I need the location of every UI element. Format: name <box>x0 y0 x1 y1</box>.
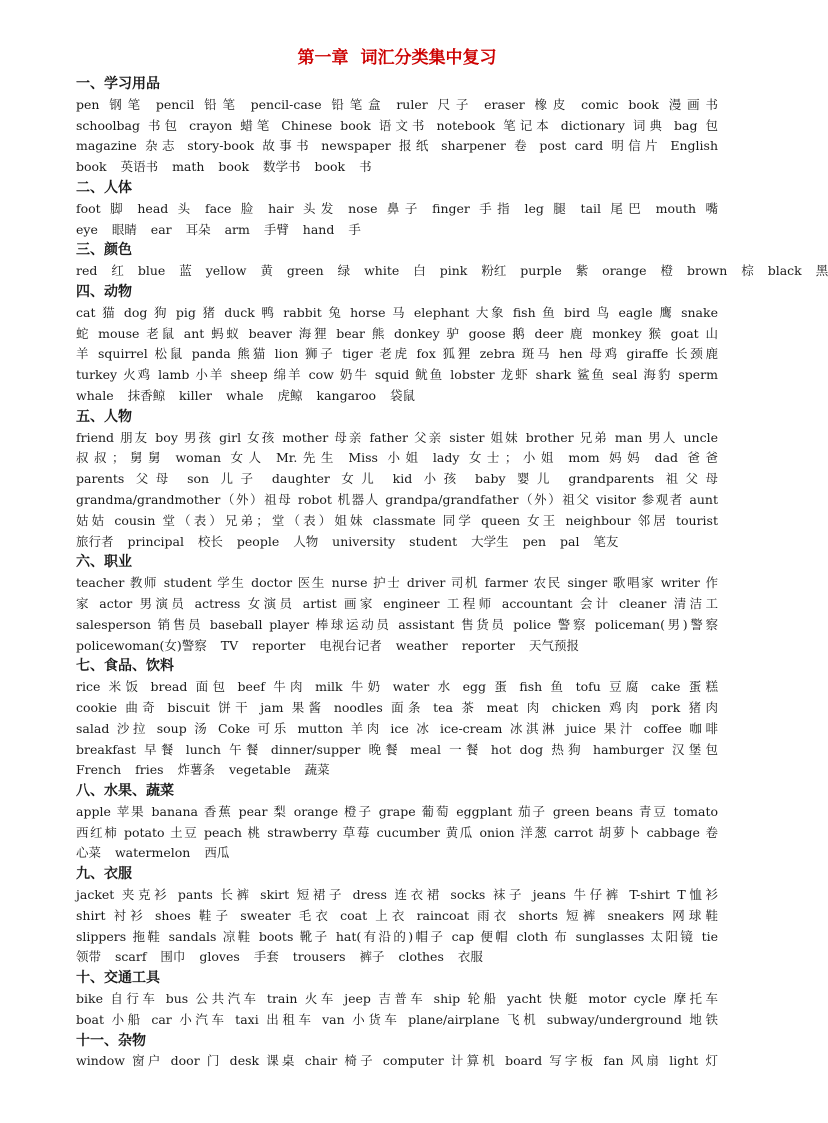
section-transportation <box>76 968 718 1030</box>
section-heading: 三、颜色 <box>76 242 132 259</box>
vocab-line: bike 自行车 bus 公共汽车 train 火车 jeep 吉普车 ship 轮船 yacht 快艇 motor cycle 摩托车 <box>76 991 718 1007</box>
vocab-line: slippers 拖鞋 sandals 凉鞋 boots 靴子 hat(有沿的)帽子 cap 便帽 cloth 布 sunglasses 太阳镜 tie <box>76 928 718 944</box>
vocab-line: magazine 杂志 story-book 故事书 newspaper 报纸 sharpener 卷 post card 明信片 English <box>76 138 718 154</box>
vocab-line: book 英语书 math book 数学书 book 书 <box>76 159 372 175</box>
vocab-line: foot 脚 head 头 face 脸 hair 头发 nose 鼻子 finger 手指 leg 腿 tail 尾巴 mouth 嘴 <box>76 200 718 216</box>
vocab-line: 旅行者 principal 校长 people 人物 university student 大学生 pen pal 笔友 <box>76 533 619 549</box>
vocab-line: 羊 squirrel 松鼠 panda 熊猫 lion 狮子 tiger 老虎 fox 狐狸 zebra 斑马 hen 母鸡 giraffe 长颈鹿 <box>76 346 718 362</box>
vocab-line: red 红 blue 蓝 yellow 黄 green 绿 white 白 pink 粉红 purple 紫 orange 橙 brown 棕 black 黑 <box>76 263 828 279</box>
vocab-line: salad 沙拉 soup 汤 Coke 可乐 mutton 羊肉 ice 冰 ice-cream 冰淇淋 juice 果汁 coffee 咖啡 <box>76 720 718 736</box>
vocab-line: pen 钢笔 pencil 铅笔 pencil-case 铅笔盒 ruler 尺子 eraser 橡皮 comic book 漫画书 <box>76 96 718 112</box>
vocab-line: grandma/grandmother（外）祖母 robot 机器人 grandpa/grandfather（外）祖父 visitor 参观者 aunt <box>76 491 718 507</box>
vocab-line: boat 小船 car 小汽车 taxi 出租车 van 小货车 plane/airplane 飞机 subway/underground 地铁 <box>76 1011 718 1027</box>
vocab-line: cookie 曲奇 biscuit 饼干 jam 果酱 noodles 面条 tea 茶 meat 肉 chicken 鸡肉 pork 猪肉 <box>76 699 718 715</box>
section-heading: 五、人物 <box>76 408 132 425</box>
section-food-drinks <box>76 656 718 781</box>
vocab-line: policewoman(女)警察 TV reporter 电视台记者 weather reporter 天气预报 <box>76 637 579 653</box>
section-clothes <box>76 864 718 968</box>
vocab-line: turkey 火鸡 lamb 小羊 sheep 绵羊 cow 奶牛 squid 鱿鱼 lobster 龙虾 shark 鲨鱼 seal 海豹 sperm <box>76 367 718 383</box>
section-animals <box>76 282 718 407</box>
vocab-line: rice 米饭 bread 面包 beef 牛肉 milk 牛奶 water 水 egg 蛋 fish 鱼 tofu 豆腐 cake 蛋糕 <box>76 679 718 695</box>
vocab-line: French fries 炸薯条 vegetable 蔬菜 <box>76 762 330 778</box>
section-heading: 十、交通工具 <box>76 970 160 987</box>
section-heading: 七、食品、饮料 <box>76 658 174 675</box>
section-miscellaneous <box>76 1031 718 1073</box>
section-heading: 十一、杂物 <box>76 1032 146 1049</box>
section-school-supplies <box>76 74 718 178</box>
vocab-line: whale 抹香鲸 killer whale 虎鲸 kangaroo 袋鼠 <box>76 387 416 403</box>
vocab-line: parents 父母 son 儿子 daughter 女儿 kid 小孩 baby 婴儿 grandparents 祖父母 <box>76 471 718 487</box>
vocab-line: salesperson 销售员 baseball player 棒球运动员 assistant 售货员 police 警察 policeman(男)警察 <box>76 616 718 632</box>
section-colors <box>76 240 828 282</box>
vocab-line: 姑姑 cousin 堂（表）兄弟；堂（表）姐妹 classmate 同学 queen 女王 neighbour 邻居 tourist <box>76 512 718 528</box>
vocab-line: eye 眼睛 ear 耳朵 arm 手臂 hand 手 <box>76 221 361 237</box>
vocab-line: 领带 scarf 围巾 gloves 手套 trousers 裤子 clothes 衣服 <box>76 949 483 965</box>
vocab-line: 蛇 mouse 老鼠 ant 蚂蚁 beaver 海狸 bear 熊 donkey 驴 goose 鹅 deer 鹿 monkey 猴 goat 山 <box>76 325 718 341</box>
vocab-line: apple 苹果 banana 香蕉 pear 梨 orange 橙子 grape 葡萄 eggplant 茄子 green beans 青豆 tomato <box>76 803 718 819</box>
section-heading: 二、人体 <box>76 179 132 196</box>
vocab-line: friend 朋友 boy 男孩 girl 女孩 mother 母亲 father 父亲 sister 姐妹 brother 兄弟 man 男人 uncle <box>76 429 718 445</box>
section-fruits-vegetables <box>76 781 718 864</box>
vocab-line: teacher 教师 student 学生 doctor 医生 nurse 护士 driver 司机 farmer 农民 singer 歌唱家 writer 作 <box>76 575 718 591</box>
vocab-line: shirt 衬衫 shoes 鞋子 sweater 毛衣 coat 上衣 raincoat 雨衣 shorts 短裤 sneakers 网球鞋 <box>76 907 718 923</box>
vocab-line: cat 猫 dog 狗 pig 猪 duck 鸭 rabbit 兔 horse 马 elephant 大象 fish 鱼 bird 鸟 eagle 鹰 snake <box>76 304 718 320</box>
section-occupations <box>76 552 718 656</box>
section-heading: 九、衣服 <box>76 866 132 883</box>
section-heading: 一、学习用品 <box>76 76 160 92</box>
vocab-line: 家 actor 男演员 actress 女演员 artist 画家 engineer 工程师 accountant 会计 cleaner 清洁工 <box>76 595 718 611</box>
section-heading: 六、职业 <box>76 554 132 571</box>
page-title: 第一章 词汇分类集中复习 <box>297 48 497 68</box>
section-heading: 四、动物 <box>76 283 132 300</box>
vocab-line: 西红柿 potato 土豆 peach 桃 strawberry 草莓 cucumber 黄瓜 onion 洋葱 carrot 胡萝卜 cabbage 卷 <box>76 824 718 840</box>
vocab-line: jacket 夹克衫 pants 长裤 skirt 短裙子 dress 连衣裙 socks 袜子 jeans 牛仔裤 T-shirt T恤衫 <box>76 887 718 903</box>
vocab-line: breakfast 早餐 lunch 午餐 dinner/supper 晚餐 meal 一餐 hot dog 热狗 hamburger 汉堡包 <box>76 741 718 757</box>
vocab-line: 心菜 watermelon 西瓜 <box>76 845 230 861</box>
vocab-line: schoolbag 书包 crayon 蜡笔 Chinese book 语文书 notebook 笔记本 dictionary 词典 bag 包 <box>76 117 718 133</box>
section-heading: 八、水果、蔬菜 <box>76 783 174 800</box>
vocab-line: window 窗户 door 门 desk 课桌 chair 椅子 computer 计算机 board 写字板 fan 风扇 light 灯 <box>76 1053 718 1069</box>
section-people <box>76 407 718 553</box>
vocab-line: 叔叔；舅舅 woman 女人 Mr.先生 Miss 小姐 lady 女士；小姐 mom 妈妈 dad 爸爸 <box>76 450 718 466</box>
section-body-parts <box>76 178 718 240</box>
